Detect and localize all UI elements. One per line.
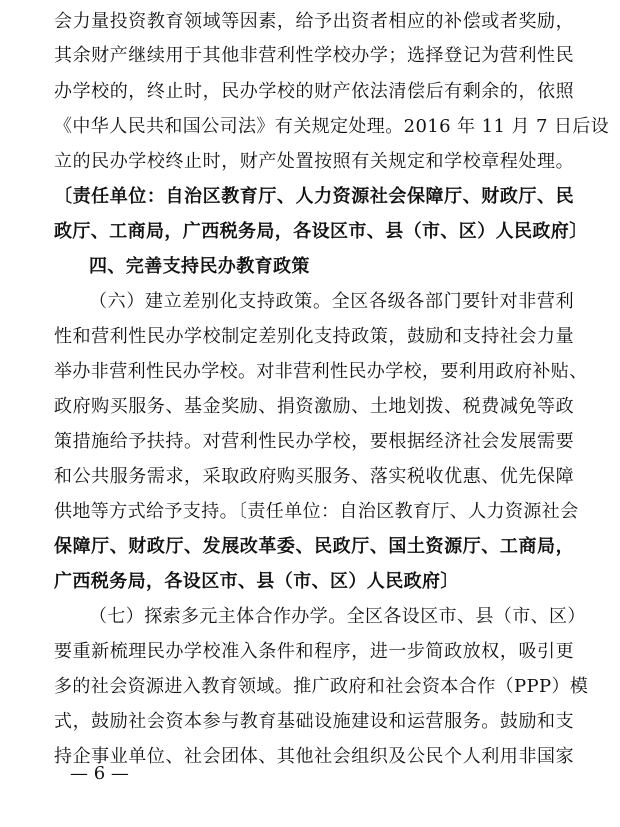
text-line: 多的社会资源进入教育领域。推广政府和社会资本合作（PPP）模 xyxy=(54,676,589,697)
paragraph-start-line: （七）探索多元主体合作办学。全区各设区市、县（市、区） xyxy=(89,606,586,627)
responsibility-line: 〔责任单位：自治区教育厅、人力资源社会保障厅、财政厅、民 xyxy=(54,186,574,207)
text-line: 持企事业单位、社会团体、其他社会组织及公民个人利用非国家 xyxy=(54,746,574,767)
responsibility-line: 政厅、工商局，广西税务局，各设区市、县（市、区）人民政府〕 xyxy=(54,221,588,242)
text-line: 策措施给予扶持。对营利性民办学校，要根据经济社会发展需要 xyxy=(54,431,574,452)
text-line: 《中华人民共和国公司法》有关规定处理。2016 年 11 月 7 日后设 xyxy=(54,116,610,137)
text-line: 立的民办学校终止时，财产处置按照有关规定和学校章程处理。 xyxy=(54,151,574,172)
text-line: 要重新梳理民办学校准入条件和程序，进一步简政放权，吸引更 xyxy=(54,641,574,662)
section-heading: 四、完善支持民办教育政策 xyxy=(89,256,310,277)
responsibility-line: 广西税务局，各设区市、县（市、区）人民政府〕 xyxy=(54,571,459,592)
text-line: 政府购买服务、基金奖励、捐资激励、土地划拨、税费减免等政 xyxy=(54,396,574,417)
text-line: 供地等方式给予支持。〔责任单位：自治区教育厅、人力资源社会 xyxy=(54,501,579,522)
text-line: 式，鼓励社会资本参与教育基础设施建设和运营服务。鼓励和支 xyxy=(54,711,574,732)
paragraph-start-line: （六）建立差别化支持政策。全区各级各部门要针对非营利 xyxy=(89,291,574,312)
responsibility-line: 保障厅、财政厅、发展改革委、民政厅、国土资源厅、工商局， xyxy=(54,536,574,557)
text-line: 会力量投资教育领域等因素，给予出资者相应的补偿或者奖励， xyxy=(54,11,574,32)
text-line: 性和营利性民办学校制定差别化支持政策，鼓励和支持社会力量 xyxy=(54,326,574,347)
text-line: 办学校的，终止时，民办学校的财产依法清偿后有剩余的，依照 xyxy=(54,81,574,102)
text-line: 举办非营利性民办学校。对非营利性民办学校，要利用政府补贴、 xyxy=(54,361,588,382)
text-line: 和公共服务需求，采取政府购买服务、落实税收优惠、优先保障 xyxy=(54,466,574,487)
page-number: — 6 — xyxy=(70,763,129,784)
text-line: 其余财产继续用于其他非营利性学校办学；选择登记为营利性民 xyxy=(54,45,574,66)
